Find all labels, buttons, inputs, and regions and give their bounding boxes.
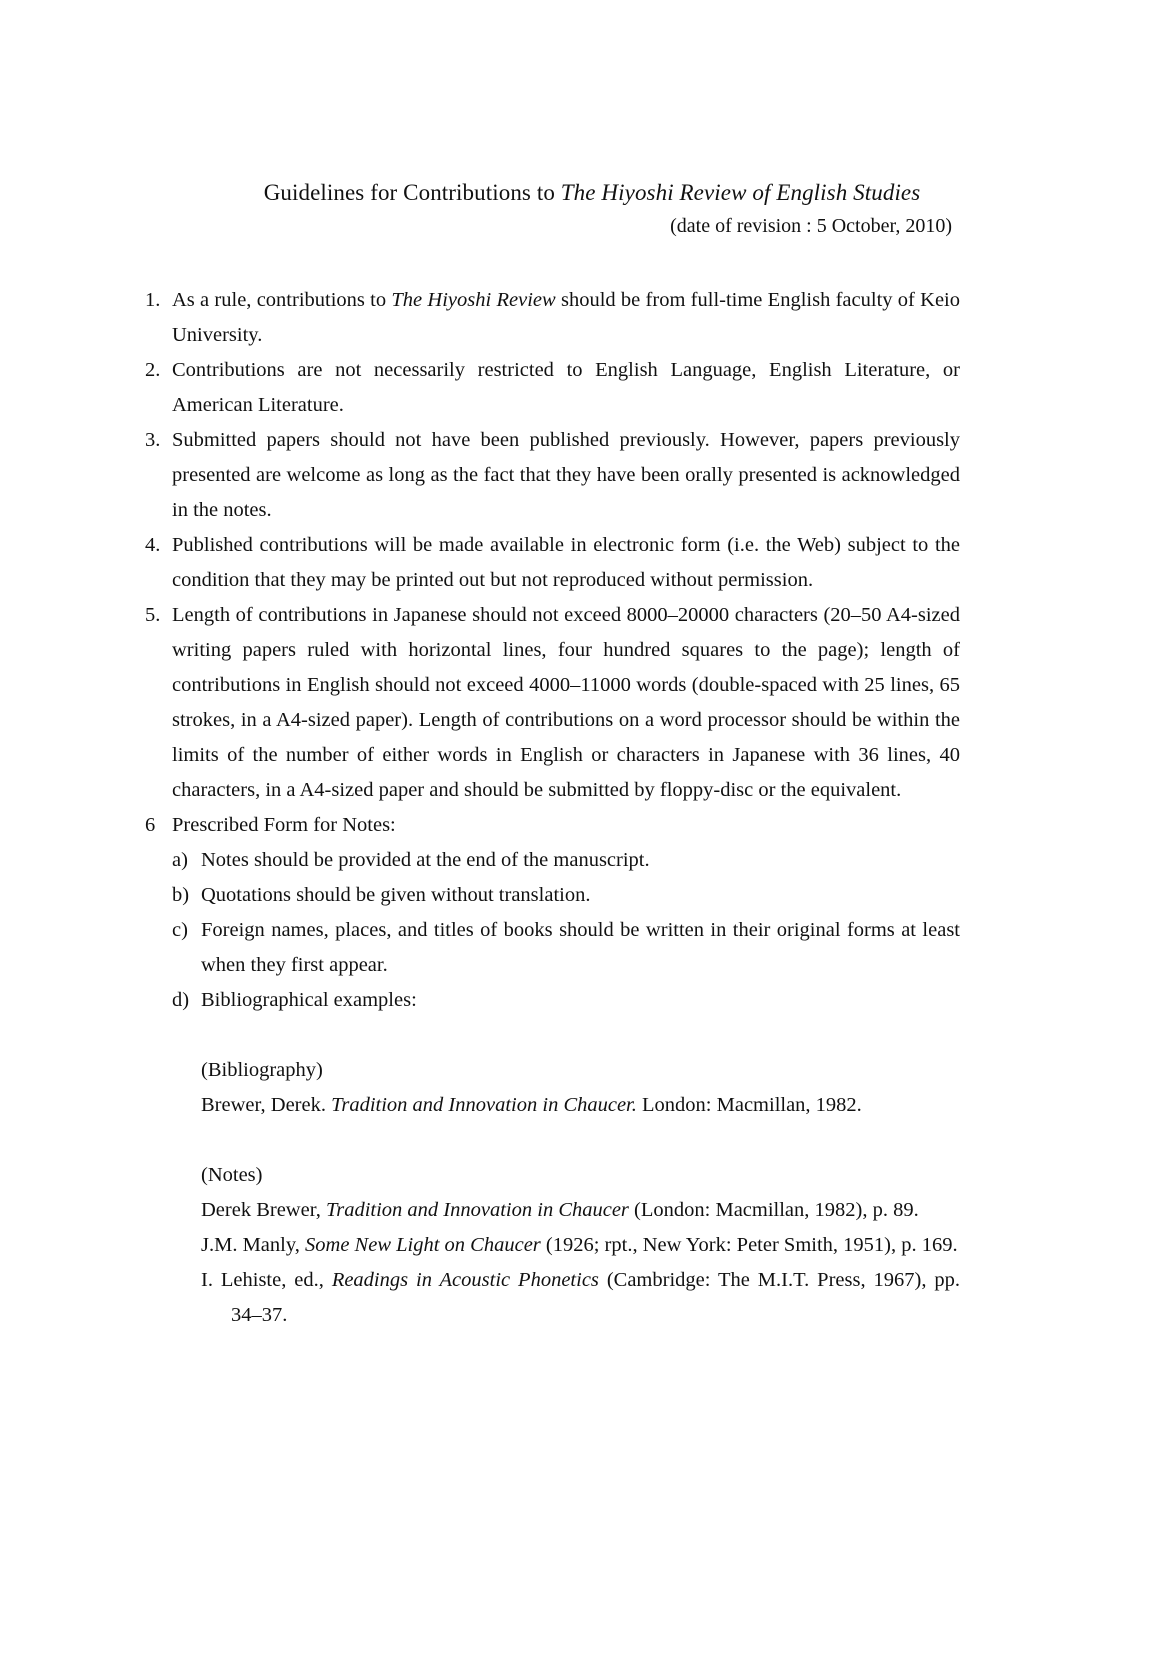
guideline-item-1: 1. As a rule, contributions to The Hiyoshi Review should be from full-time English faculty of Keio University. bbox=[145, 283, 960, 353]
item-number: 2. bbox=[145, 359, 161, 381]
item-number: 4. bbox=[145, 534, 161, 556]
item-number: 6 bbox=[145, 814, 156, 836]
book-title: Readings in Acoustic Phonetics bbox=[331, 1269, 599, 1291]
guideline-item-3: 3. Submitted papers should not have been published previously. However, papers previously presented are welcome as long as the fact that they have been orally presented is acknowledged in the notes. bbox=[145, 423, 960, 528]
spacer bbox=[145, 1123, 960, 1158]
guideline-item-4: 4. Published contributions will be made available in electronic form (i.e. the Web) subject to the condition that they may be printed out but not reproduced without permission. bbox=[145, 528, 960, 598]
subitem-a: a) Notes should be provided at the end of the manuscript. bbox=[145, 843, 960, 878]
journal-name: The Hiyoshi Review bbox=[391, 289, 556, 311]
subitem-d: d) Bibliographical examples: bbox=[145, 983, 960, 1018]
spacer bbox=[145, 1018, 960, 1053]
revision-date: (date of revision : 5 October, 2010) bbox=[670, 215, 952, 237]
journal-title: The Hiyoshi Review of English Studies bbox=[560, 180, 921, 205]
note-entry-3: I. Lehiste, ed., Readings in Acoustic Phonetics (Cambridge: The M.I.T. Press, 1967), pp. 34–37. bbox=[201, 1269, 961, 1326]
guideline-item-6: 6 Prescribed Form for Notes: bbox=[145, 808, 960, 843]
title-prefix: Guidelines for Contributions to bbox=[263, 180, 561, 205]
page-title bbox=[0, 180, 1166, 206]
subitem-letter: a) bbox=[172, 849, 188, 871]
subitem-letter: c) bbox=[172, 919, 188, 941]
guideline-item-5: 5. Length of contributions in Japanese should not exceed 8000–20000 characters (20–50 A4-sized writing papers ruled with horizontal lines, four hundred squares to the page); length of contributions in English should not exceed 4000–11000 words (double-spaced with 25 lines, 65 strokes, in a A4-sized paper). Length of contributions on a word processor should be within the limits of the number of either words in English or characters in Japanese with 36 lines, 40 characters, in a A4-sized paper and should be submitted by floppy-disc or the equivalent. bbox=[145, 598, 960, 808]
subitem-letter: d) bbox=[172, 989, 190, 1011]
subitem-b: b) Quotations should be given without translation. bbox=[145, 878, 960, 913]
subitem-c: c) Foreign names, places, and titles of books should be written in their original forms at least when they first appear. bbox=[145, 913, 960, 983]
guideline-item-2: 2. Contributions are not necessarily restricted to English Language, English Literature, or American Literature. bbox=[145, 353, 960, 423]
book-title: Tradition and Innovation in Chaucer bbox=[325, 1199, 629, 1221]
item-number: 1. bbox=[145, 289, 161, 311]
note-entry-1: Derek Brewer, Tradition and Innovation in Chaucer (London: Macmillan, 1982), p. 89. bbox=[201, 1199, 919, 1221]
guidelines-list bbox=[145, 283, 960, 1333]
item-number: 5. bbox=[145, 604, 161, 626]
notes-label: (Notes) bbox=[201, 1164, 263, 1186]
book-title: Some New Light on Chaucer bbox=[305, 1234, 541, 1256]
bibliography-label: (Bibliography) bbox=[201, 1059, 323, 1081]
subitem-letter: b) bbox=[172, 884, 190, 906]
item-number: 3. bbox=[145, 429, 161, 451]
note-entry-2: J.M. Manly, Some New Light on Chaucer (1926; rpt., New York: Peter Smith, 1951), p. 169. bbox=[201, 1234, 958, 1256]
book-title: Tradition and Innovation in Chaucer. bbox=[331, 1094, 637, 1116]
bibliography-entry: Brewer, Derek. Tradition and Innovation in Chaucer. London: Macmillan, 1982. bbox=[201, 1094, 862, 1116]
